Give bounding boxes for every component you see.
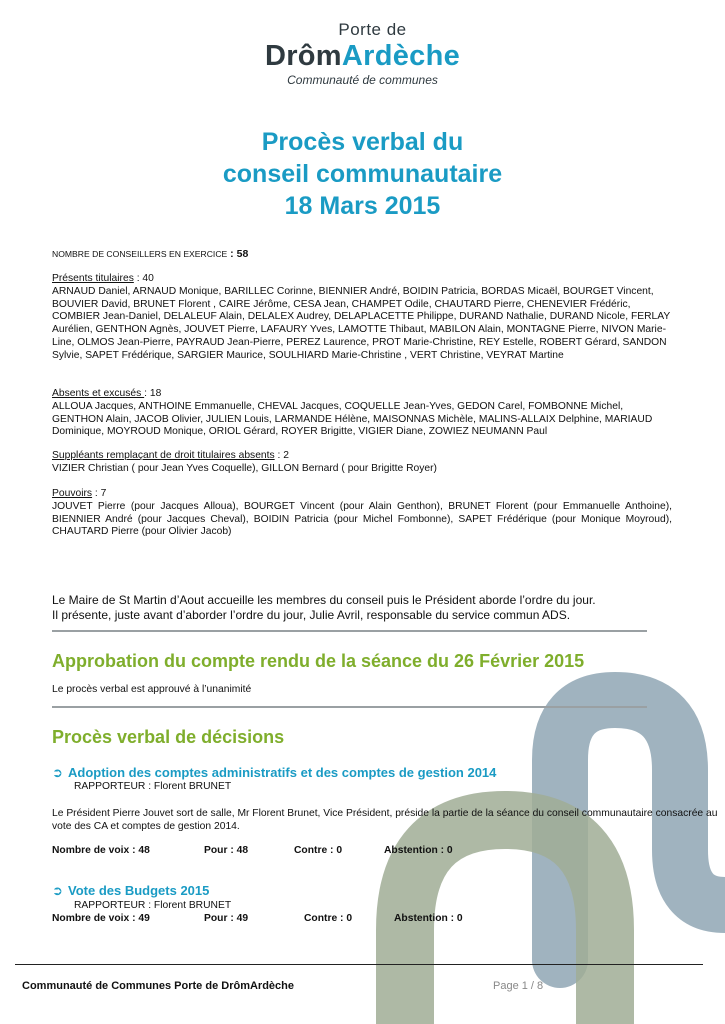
votes-pour: Pour : 49 bbox=[204, 913, 249, 924]
logo-brand bbox=[0, 40, 725, 72]
proxy-label: Pouvoirs bbox=[52, 488, 93, 499]
decision-item-1-rapporteur: RAPPORTEUR : Florent BRUNET bbox=[74, 781, 232, 792]
absent-count: : 18 bbox=[144, 388, 162, 399]
votes-pour: Pour : 48 bbox=[204, 845, 249, 856]
exercise-label: NOMBRE DE CONSEILLERS EN EXERCICE bbox=[52, 249, 228, 259]
exercise-count bbox=[52, 248, 672, 260]
decision-item-2-title-text: Vote des Budgets 2015 bbox=[68, 883, 210, 898]
proxy-names: JOUVET Pierre (pour Jacques Alloua), BOURGET Vincent (pour Alain Genthon), BRUNET Florent (pour Emmanuelle Anthoine), BIENNIER André (pour Jacques Cheval), BOIDIN Patricia (pour Michel Fombonne), SAPET Frédérique (pour Monique Moyroud), CHAUTARD Pierre (pour Olivier Jacob) bbox=[52, 500, 672, 538]
intro-text bbox=[52, 593, 692, 623]
approval-heading: Approbation du compte rendu de la séance du 26 Février 2015 bbox=[52, 651, 585, 671]
votes-abstention: Abstention : 0 bbox=[384, 845, 453, 856]
votes-total: Nombre de voix : 48 bbox=[52, 845, 150, 856]
substitute-section bbox=[52, 450, 672, 476]
logo-line1: Porte de bbox=[338, 20, 407, 39]
present-section bbox=[52, 273, 672, 363]
title-line1: Procès verbal du bbox=[261, 128, 464, 156]
votes-abstention: Abstention : 0 bbox=[394, 913, 463, 924]
divider bbox=[52, 630, 647, 632]
decision-item-2-title bbox=[52, 883, 209, 899]
proxy-count: : 7 bbox=[92, 488, 107, 499]
present-label: Présents titulaires bbox=[52, 273, 134, 284]
decisions-heading: Procès verbal de décisions bbox=[52, 727, 285, 747]
decision-item-1-text: Le Président Pierre Jouvet sort de salle, Mr Florent Brunet, Vice Président, préside la partie de la séance du conseil communautaire consacrée au vote des CA et comptes de gestion 2014. bbox=[52, 808, 718, 832]
decision-item-2-rapporteur: RAPPORTEUR : Florent BRUNET bbox=[74, 900, 232, 911]
logo-tagline: Communauté de communes bbox=[287, 73, 438, 87]
intro-line2: Il présente, juste avant d’aborder l’ordre du jour, Julie Avril, responsable du service commun ADS. bbox=[52, 608, 571, 622]
absent-names: ALLOUA Jacques, ANTHOINE Emmanuelle, CHEVAL Jacques, COQUELLE Jean-Yves, GEDON Carel, FOMBONNE Michel, GENTHON Alain, JACOB Olivier, JULIEN Louis, LARMANDE Hélène, MAISONNAS Michèle, MALINS-ALLAIX Delphine, MARIAUD Dominique, MOYROUD Monique, ORIOL Gérard, ROYER Brigitte, VIGIER Diane, ZOWIEZ NEUMANN Paul bbox=[52, 400, 653, 438]
logo bbox=[0, 20, 725, 88]
present-count: : 40 bbox=[133, 273, 154, 284]
page-number: Page 1 / 8 bbox=[493, 980, 544, 992]
votes-contre: Contre : 0 bbox=[294, 845, 343, 856]
proxy-section bbox=[52, 488, 672, 539]
divider bbox=[52, 706, 647, 708]
present-names: ARNAUD Daniel, ARNAUD Monique, BARILLEC Corinne, BIENNIER André, BOIDIN Patricia, BORDAS Micaël, BOURGET Vincent, BOUVIER David, BRUNET Florent , CAIRE Jérôme, CESA Jean, CHAMPET Odile, CHAUTARD Pierre, CHENEVIER Frédéric, COMBIER Jean-Daniel, DELALEUF Alain, DELALEX Audrey, DELAPLACETTE Philippe, DURAND Nathalie, DURAND Nicole, FERLAY Aurélien, GENTHON Agnès, JOUVET Pierre, LAFAURY Yves, LAMOTTE Thibaut, MABILON Alain, MONTAGNE Pierre, NIVON Marie-Line, OLMOS Jean-Pierre, PAYRAUD Jean-Pierre, PEREZ Laurence, PROT Marie-Christine, REY Estelle, ROBERT Gérard, SANDON Sylvie, SAPET Frédérique, SARGIER Maurice, SOULHIARD Marie-Christine , VERT Christine, VEYRAT Martine bbox=[52, 285, 671, 361]
exercise-sep: : bbox=[227, 248, 237, 260]
substitute-label: Suppléants remplaçant de droit titulaires absents bbox=[52, 450, 275, 461]
substitute-names: VIZIER Christian ( pour Jean Yves Coquelle), GILLON Bernard ( pour Brigitte Royer) bbox=[52, 462, 437, 474]
logo-brand-b: Ardèche bbox=[341, 40, 461, 72]
footer-divider bbox=[15, 964, 703, 965]
arrow-right-icon: ➲ bbox=[52, 883, 63, 898]
decision-item-1-title-text: Adoption des comptes administratifs et des comptes de gestion 2014 bbox=[68, 765, 497, 780]
votes-contre: Contre : 0 bbox=[304, 913, 353, 924]
substitute-count: : 2 bbox=[274, 450, 289, 461]
exercise-value: 58 bbox=[236, 248, 249, 260]
approval-text: Le procès verbal est approuvé à l’unanimité bbox=[52, 684, 252, 695]
title-line2: conseil communautaire bbox=[222, 160, 503, 188]
arrow-right-icon: ➲ bbox=[52, 765, 63, 780]
footer-organization: Communauté de Communes Porte de DrômArdèche bbox=[22, 980, 294, 992]
intro-line1: Le Maire de St Martin d’Aout accueille les membres du conseil puis le Président aborde l’ordre du jour. bbox=[52, 593, 596, 607]
page-title bbox=[0, 126, 725, 222]
absent-label: Absents et excusés bbox=[52, 388, 145, 399]
absent-section bbox=[52, 388, 672, 439]
votes-total: Nombre de voix : 49 bbox=[52, 913, 150, 924]
decision-item-1-title bbox=[52, 765, 496, 781]
title-line3: 18 Mars 2015 bbox=[284, 192, 441, 220]
logo-brand-a: Drôm bbox=[264, 40, 342, 72]
